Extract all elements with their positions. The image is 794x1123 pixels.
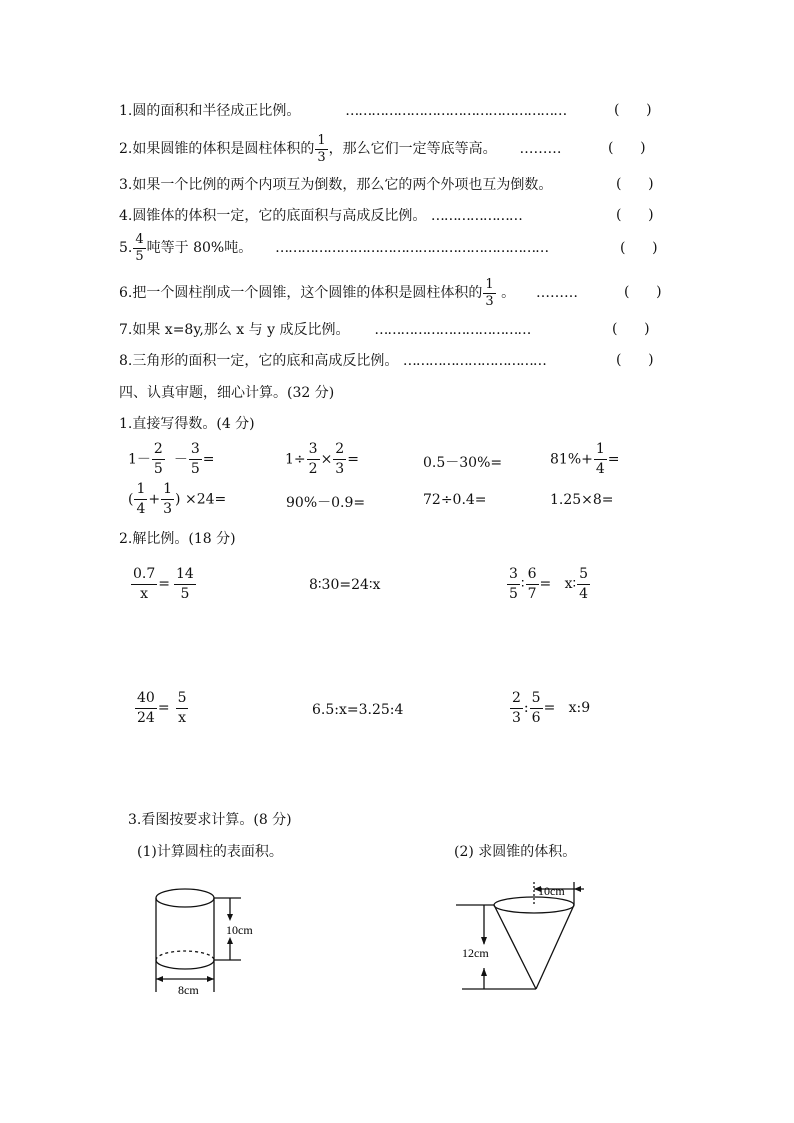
diameter-arrow-left-icon	[156, 976, 163, 982]
fraction-denominator: 7	[527, 585, 537, 602]
judge-item-6-fraction	[483, 278, 495, 309]
judge-item-4-paren[interactable]: ( )	[616, 207, 654, 223]
judge-item-2-dots: ………	[519, 141, 562, 157]
calc-1a-frac1	[152, 441, 165, 478]
calc-2d: 1.25×8=	[550, 492, 614, 508]
cone-diameter-label: 10cm	[538, 884, 565, 898]
cylinder-diagram	[145, 880, 285, 1000]
judge-item-3-paren[interactable]: ( )	[616, 176, 654, 192]
q3-sub1: (1)计算圆柱的表面积。	[137, 844, 283, 860]
calc-1a-text: 1－	[128, 451, 151, 468]
judge-item-7-text: 7.如果 x=8y,那么 x 与 y 成反比例。	[119, 322, 350, 338]
calc-1b-frac1	[307, 441, 320, 478]
fraction-denominator: 3	[317, 149, 326, 165]
judge-item-8-paren[interactable]: ( )	[616, 352, 654, 368]
judge-item-1-dots: ……………………………………………	[345, 103, 567, 119]
fraction-numerator: 14	[174, 566, 196, 585]
calc-1a-op: －	[173, 451, 188, 468]
judge-item-4	[119, 207, 522, 225]
fraction-denominator: 5	[180, 585, 190, 602]
calc-1d-frac1	[594, 441, 607, 478]
calc-1a-frac2	[189, 441, 202, 478]
calc-1b-eq: =	[347, 451, 359, 468]
fraction-numerator: 2	[333, 441, 346, 460]
judge-item-6-dots: ………	[536, 285, 578, 301]
proportion-6-frac1	[510, 690, 523, 727]
q3-title: 3.看图按要求计算。(8 分)	[128, 812, 292, 828]
fraction-numerator: 40	[135, 690, 157, 709]
proportion-3-frac2	[526, 566, 539, 603]
judge-item-5	[119, 231, 548, 265]
judge-item-6-post: 。	[496, 285, 516, 301]
fraction-denominator: 6	[531, 709, 541, 726]
calc-1a-eq: =	[202, 451, 215, 468]
judge-item-5-post: 吨等于 80%吨。	[146, 240, 253, 256]
proportion-6-frac2	[530, 690, 543, 727]
fraction-numerator: 1	[317, 132, 326, 148]
cone-right-edge	[536, 905, 574, 989]
judge-item-5-dots: ………………………………………………………	[275, 240, 549, 256]
judge-item-6-pre: 6.把一个圆柱削成一个圆锥，这个圆锥的体积是圆柱体积的	[119, 285, 483, 301]
height-arrow-up-icon	[227, 937, 233, 944]
fraction-numerator: 4	[135, 231, 144, 247]
fraction-denominator: x	[140, 585, 149, 602]
fraction-denominator: 4	[136, 501, 146, 517]
fraction-denominator: 24	[137, 709, 155, 726]
fraction-numerator: 3	[507, 566, 520, 585]
fraction-denominator: 4	[595, 461, 605, 477]
judge-item-5-pre: 5.	[119, 240, 133, 256]
cylinder-bottom-front	[156, 960, 214, 969]
judge-item-7-dots: ………………………………	[374, 322, 531, 338]
fraction-numerator: 3	[307, 441, 320, 460]
cylinder-diameter-label: 8cm	[178, 983, 199, 997]
proportion-3-frac3	[577, 566, 590, 603]
proportion-4-eq: =	[157, 700, 170, 716]
q2-title: 2.解比例。(18 分)	[119, 531, 236, 547]
judge-item-2-paren[interactable]: ( )	[608, 140, 646, 156]
fraction-numerator: 0.7	[131, 566, 157, 585]
proportion-1-frac1	[131, 566, 157, 603]
fraction-numerator: 5	[577, 566, 590, 585]
judge-item-5-paren[interactable]: ( )	[620, 240, 658, 256]
height-arrow-down-icon	[481, 937, 487, 945]
proportion-4-frac1	[135, 690, 157, 727]
cylinder-top-ellipse	[156, 889, 214, 907]
cylinder-bottom-back	[156, 951, 214, 960]
cone-left-edge	[494, 905, 536, 989]
judge-item-3-text: 3.如果一个比例的两个内项互为倒数，那么它的两个外项也互为倒数。	[119, 177, 553, 193]
judge-item-6-paren[interactable]: ( )	[624, 284, 662, 300]
judge-item-4-text: 4.圆锥体的体积一定，它的底面积与高成反比例。	[119, 208, 427, 224]
proportion-5: 6.5:x=3.25:4	[312, 702, 404, 718]
fraction-numerator: 1	[161, 481, 174, 500]
proportion-3	[506, 564, 591, 604]
proportion-6-eq: = x:9	[543, 700, 591, 716]
fraction-denominator: 5	[153, 461, 163, 477]
cone-height-label: 12cm	[462, 946, 489, 960]
judge-item-7	[119, 321, 530, 339]
proportion-2: 8∶30=24∶x	[309, 577, 381, 593]
judge-item-2-post: ，那么它们一定等底等高。	[328, 141, 497, 157]
fraction-numerator: 1	[485, 276, 494, 292]
diameter-arrow-right-icon	[574, 886, 581, 892]
fraction-denominator: 5	[190, 461, 200, 477]
proportion-4-frac2	[176, 690, 189, 727]
fraction-numerator: 1	[594, 441, 607, 460]
fraction-numerator: 6	[526, 566, 539, 585]
fraction-denominator: 3	[485, 293, 494, 309]
calc-1c: 0.5－30%=	[423, 455, 503, 471]
fraction-numerator: 2	[510, 690, 523, 709]
calc-2a-frac1	[134, 481, 147, 518]
cone-diagram	[454, 874, 614, 1004]
calc-1b-text: 1÷	[285, 451, 306, 468]
proportion-1-frac2	[174, 566, 196, 603]
fraction-numerator: 2	[152, 441, 165, 460]
calc-2a-op: +	[148, 491, 161, 508]
fraction-denominator: 4	[579, 585, 589, 602]
height-arrow-down-icon	[227, 914, 233, 921]
judge-item-1-paren[interactable]: ( )	[614, 102, 652, 118]
proportion-1	[130, 564, 197, 604]
q3-sub2: (2) 求圆锥的体积。	[454, 844, 577, 860]
judge-item-5-fraction	[133, 233, 145, 264]
fraction-denominator: 5	[509, 585, 518, 602]
judge-item-2-pre: 2.如果圆锥的体积是圆柱体积的	[119, 141, 315, 157]
proportion-3-frac1	[507, 566, 520, 603]
height-arrow-up-icon	[481, 968, 487, 976]
q1-title: 1.直接写得数。(4 分)	[119, 416, 255, 432]
judge-item-6	[119, 276, 578, 310]
judge-item-8	[119, 352, 546, 370]
proportion-4	[134, 688, 189, 728]
fraction-denominator: 3	[335, 461, 345, 477]
calc-1b-op: ×	[320, 451, 333, 468]
judge-item-3	[119, 176, 552, 194]
calc-1b-frac2	[333, 441, 346, 478]
fraction-denominator: 2	[308, 461, 318, 477]
fraction-denominator: 5	[135, 248, 144, 264]
proportion-6-sep: :	[523, 700, 529, 716]
calc-2a-frac2	[161, 481, 174, 518]
judge-item-2	[119, 132, 562, 166]
fraction-numerator: 1	[134, 481, 147, 500]
fraction-denominator: 3	[512, 709, 521, 726]
calc-2a	[128, 481, 226, 518]
calc-1a	[128, 441, 215, 478]
diameter-arrow-right-icon	[207, 976, 214, 982]
proportion-1-eq: =	[158, 576, 170, 592]
fraction-numerator: 3	[189, 441, 202, 460]
judge-item-8-dots: ……………………………	[402, 353, 546, 369]
section4-title: 四、认真审题，细心计算。(32 分)	[119, 385, 335, 401]
fraction-denominator: 3	[163, 501, 173, 517]
proportion-6	[509, 688, 590, 728]
calc-1b	[285, 441, 359, 478]
calc-2a-text: (	[128, 491, 134, 508]
judge-item-1	[119, 102, 566, 120]
judge-item-4-dots: …………………	[430, 208, 522, 224]
calc-1d-text: 81%+	[550, 451, 593, 468]
cylinder-height-label: 10cm	[226, 923, 253, 937]
calc-1d	[550, 441, 620, 478]
judge-item-7-paren[interactable]: ( )	[612, 321, 650, 337]
calc-2b: 90%－0.9=	[286, 495, 366, 511]
judge-item-1-text: 1.圆的面积和半径成正比例。	[119, 103, 301, 119]
calc-2c: 72÷0.4=	[423, 492, 487, 508]
fraction-numerator: 5	[530, 690, 543, 709]
calc-1d-eq: =	[607, 451, 620, 468]
calc-2a-eq: ) ×24=	[175, 491, 227, 508]
proportion-3-eq: = x∶	[539, 576, 577, 592]
judge-item-8-text: 8.三角形的面积一定，它的底和高成反比例。	[119, 353, 399, 369]
fraction-numerator: 5	[176, 690, 189, 709]
proportion-3-sep: ∶	[520, 576, 525, 592]
judge-item-2-fraction	[315, 134, 327, 165]
fraction-denominator: x	[178, 709, 186, 726]
